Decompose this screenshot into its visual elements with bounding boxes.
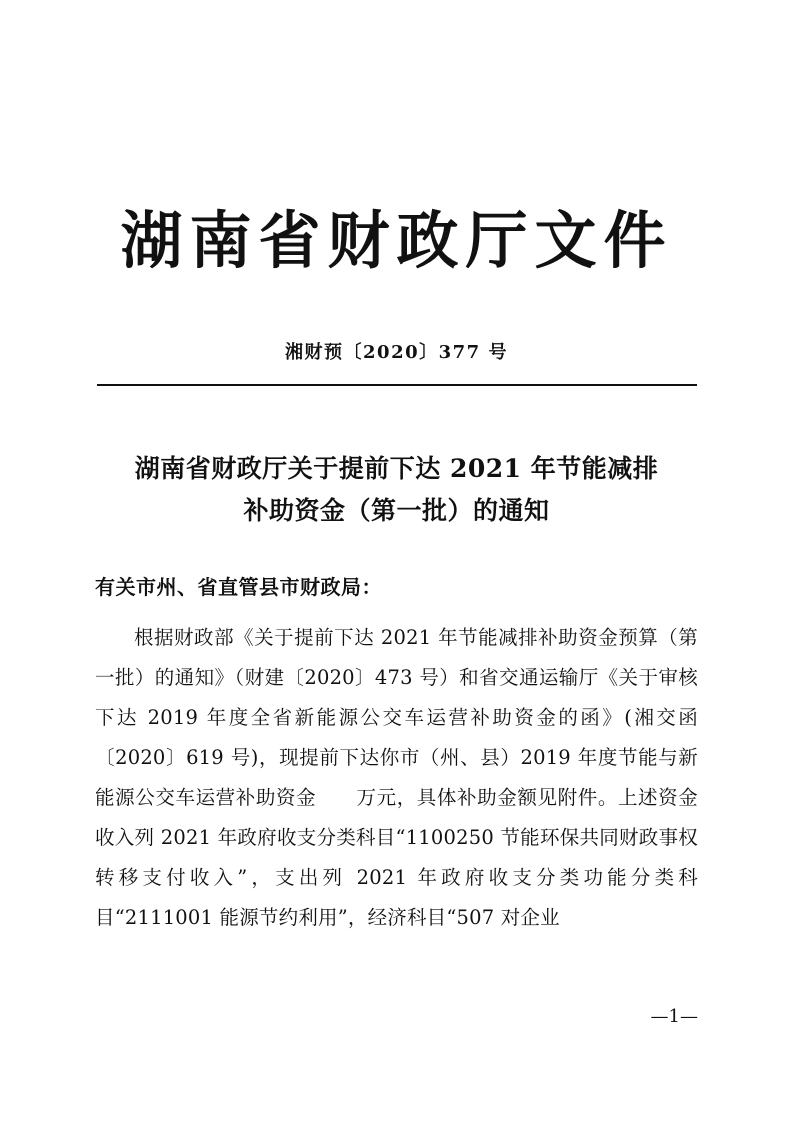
body-text [95,618,698,938]
document-subject [95,448,698,531]
body-paragraph-1: 根据财政部《关于提前下达 2021 年节能减排补助资金预算（第一批）的通知》（财建〔2020〕473 号）和省交通运输厅《关于审核下达 2019 年度全省新能源公交车运营补助资金的函》(湘交函〔2020〕619 号)，现提前下达你市（州、县）2019 年度节能与新能源公交车运营补助资金 万元，具体补助金额见附件。上述资金收入列 2021 年政府收支分类科目“1100250 节能环保共同财政事权转移支付收入”，支出列 2021 年政府收支分类功能分类科目“2111001 能源节约利用”，经济科目“507 对企业 [95,625,698,929]
subject-line-2: 补助资金（第一批）的通知 [243,495,550,525]
header-divider [97,384,697,386]
document-number: 湘财预〔2020〕377 号 [285,342,508,364]
page-number: —1— [650,1006,698,1027]
subject-line-1: 湖南省财政厅关于提前下达 2021 年节能减排 [134,454,659,484]
page-title: 湖南省财政厅文件 [120,204,673,277]
salutation: 有关市州、省直管县市财政局： [95,574,382,599]
